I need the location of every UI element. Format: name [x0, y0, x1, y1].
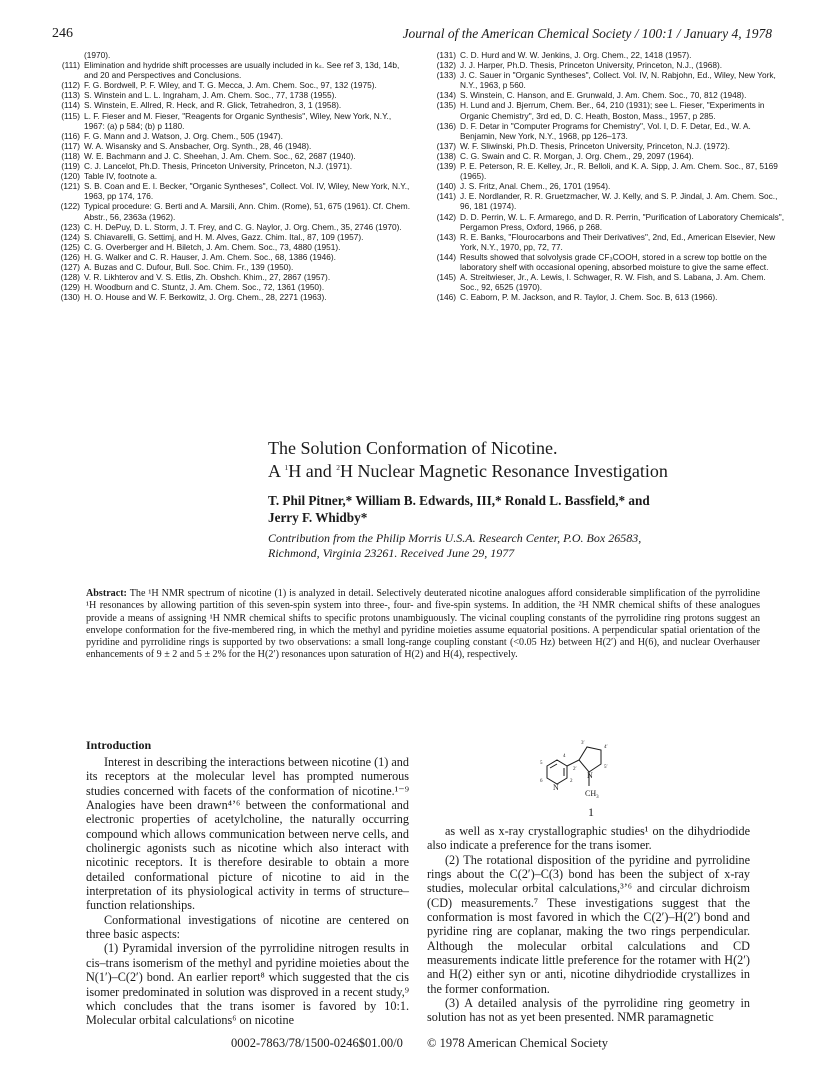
reference-text: (1970). — [84, 50, 111, 60]
pos-6-label: 6 — [540, 779, 543, 784]
reference-item — [430, 161, 785, 181]
methyl-label — [585, 789, 599, 800]
reference-number: (118) — [61, 150, 80, 161]
reference-item — [430, 60, 785, 70]
reference-number: (127) — [60, 261, 80, 272]
reference-text: H. G. Walker and C. R. Hauser, J. Am. Chem. Soc., 68, 1386 (1946). — [84, 251, 336, 262]
title-part-c: H Nuclear Magnetic Resonance Investigation — [340, 461, 668, 481]
reference-number: (122) — [60, 201, 80, 212]
reference-item — [54, 272, 414, 282]
reference-number: (120) — [60, 171, 80, 182]
reference-text: S. Winstein, E. Allred, R. Heck, and R. Glick, Tetrahedron, 3, 1 (1958). — [84, 100, 342, 111]
reference-item — [430, 191, 785, 211]
pos-2-label: 2 — [570, 779, 573, 784]
reference-item — [54, 242, 414, 252]
reference-text: S. Winstein, C. Hanson, and E. Grunwald, J. Am. Chem. Soc., 70, 812 (1948). — [460, 90, 747, 101]
reference-item — [54, 131, 414, 141]
pos-5-label: 5 — [540, 761, 543, 766]
reference-item — [430, 232, 785, 252]
body-paragraph: Interest in describing the interactions between nicotine (1) and its receptors at the molecular level has prompted numerous studies concerned with facets of the conformation of nicotine.¹⁻⁹ Analogies have been drawn⁴ʼ⁶ between the conformational and electronic properties of acetylcholine, the naturally occurring compound which allows communication between nerve cells, and cholinergic agonists such as nicotine which also interact with nicotinic receptors. It is therefore desirable to obtain a more detailed conformational picture of nicotine to aid in the interpretation of its physiological activity in terms of structure–function relationships. — [86, 755, 409, 913]
body-paragraph: (3) A detailed analysis of the pyrrolidine ring geometry in solution has not as yet been presented. NMR paramagnetic — [427, 996, 750, 1025]
reference-text: Elimination and hydride shift processes are usually included in kₛ. See ref 3, 13d, 14b, and 20 and Perspectives and Conclusions. — [84, 60, 400, 81]
reference-text: Results showed that solvolysis grade CF₃COOH, stored in a screw top bottle on the laboratory shelf with occasional opening, absorbed moisture to give the same effect. — [460, 251, 769, 272]
abstract — [86, 588, 760, 662]
reference-item — [54, 171, 414, 181]
pos-5p-label: 5′ — [604, 765, 608, 770]
reference-item — [430, 292, 785, 302]
reference-text: H. Lund and J. Bjerrum, Chem. Ber., 64, 210 (1931); see L. Fieser, "Experiments in Organic Chemistry", 3rd ed, D. C. Heath, Boston, Mass., 1957, p 285. — [460, 100, 765, 121]
reference-item — [54, 100, 414, 110]
reference-number: (138) — [436, 150, 456, 161]
reference-number: (134) — [436, 90, 456, 101]
title-sup-1: 1 — [284, 463, 289, 472]
reference-number: (130) — [60, 292, 80, 303]
reference-item — [430, 121, 785, 141]
reference-item — [54, 292, 414, 302]
reference-item — [54, 50, 414, 60]
reference-text: C. Eaborn, P. M. Jackson, and R. Taylor, J. Chem. Soc. B, 613 (1966). — [460, 292, 718, 303]
pyridine-n-label: N — [553, 783, 559, 792]
pyrrolidine-ring — [579, 747, 601, 772]
references-left-column — [54, 50, 414, 302]
reference-text: J. C. Sauer in "Organic Syntheses", Collect. Vol. IV, N. Rabjohn, Ed., Wiley, New York, N.Y., 1963, p 560. — [460, 70, 776, 91]
reference-item — [54, 222, 414, 232]
reference-number: (126) — [60, 251, 80, 262]
article-title — [268, 437, 668, 483]
reference-number: (117) — [61, 140, 80, 151]
reference-item — [54, 80, 414, 90]
reference-text: S. Chiavarelli, G. Settimj, and H. M. Alves, Gazz. Chim. Ital., 87, 109 (1957). — [84, 231, 364, 242]
reference-text: A. Buzas and C. Dufour, Bull. Soc. Chim. Fr., 139 (1950). — [84, 261, 294, 272]
reference-item — [430, 212, 785, 232]
reference-text: Table IV, footnote a. — [84, 171, 158, 182]
reference-text: H. O. House and W. F. Berkowitz, J. Org. Chem., 28, 2271 (1963). — [84, 292, 327, 303]
reference-number: (129) — [60, 282, 80, 293]
reference-text: W. A. Wisansky and S. Ansbacher, Org. Synth., 28, 46 (1948). — [84, 140, 312, 151]
reference-item — [430, 141, 785, 151]
reference-text: J. E. Nordlander, R. R. Gruetzmacher, W. J. Kelly, and S. P. Jindal, J. Am. Chem. Soc., 96, 181 (1974). — [460, 191, 778, 212]
reference-number: (125) — [60, 241, 80, 252]
title-line-1: The Solution Conformation of Nicotine. — [268, 438, 558, 458]
reference-text: P. E. Peterson, R. E. Kelley, Jr., R. Belloli, and K. A. Sipp, J. Am. Chem. Soc., 87, 5169 (1965). — [460, 161, 778, 182]
reference-item — [54, 161, 414, 171]
reference-item — [54, 181, 414, 201]
reference-text: S. Winstein and L. L. Ingraham, J. Am. Chem. Soc., 77, 1738 (1955). — [84, 90, 337, 101]
reference-item — [54, 262, 414, 272]
affiliation — [268, 531, 738, 561]
reference-text: C. G. Overberger and H. Biletch, J. Am. Chem. Soc., 73, 4880 (1951). — [84, 241, 341, 252]
body-paragraph: as well as x-ray crystallographic studies¹ on the dihydriodide also indicate a preference for the trans isomer. — [427, 824, 750, 853]
reference-text: J. J. Harper, Ph.D. Thesis, Princeton University, Princeton, N.J., (1968). — [460, 60, 723, 71]
title-line-2 — [268, 460, 668, 483]
reference-number: (123) — [60, 221, 80, 232]
reference-text: L. F. Fieser and M. Fieser, "Reagents for Organic Synthesis", Wiley, New York, N.Y., 1967: (a) p 584; (b) p 1180. — [84, 110, 392, 131]
reference-text: Typical procedure: G. Berti and A. Marsili, Ann. Chim. (Rome), 51, 675 (1961). Cf. Chem. Abstr., 56, 2363a (1962). — [84, 201, 411, 222]
methyl-text: CH — [585, 789, 597, 798]
reference-item — [54, 60, 414, 80]
abstract-label: Abstract: — [86, 588, 127, 599]
reference-item — [54, 282, 414, 292]
reference-number: (111) — [61, 60, 80, 71]
reference-number: (146) — [436, 292, 456, 303]
introduction-heading: Introduction — [86, 738, 152, 752]
reference-item — [54, 141, 414, 151]
reference-item — [430, 100, 785, 120]
reference-number: (114) — [61, 100, 80, 111]
title-part-b: H and — [288, 461, 337, 481]
reference-item — [54, 151, 414, 161]
reference-number: (143) — [436, 231, 456, 242]
body-right-column — [427, 824, 750, 1025]
methyl-subscript: 3 — [596, 795, 599, 800]
pos-4-label: 4 — [563, 754, 566, 759]
reference-item — [54, 111, 414, 131]
reference-number: (132) — [436, 60, 456, 71]
reference-item — [430, 151, 785, 161]
reference-item — [430, 90, 785, 100]
reference-text: J. S. Fritz, Anal. Chem., 26, 1701 (1954). — [460, 181, 611, 192]
reference-number: (115) — [61, 110, 80, 121]
pos-4p-label: 4′ — [604, 745, 608, 750]
reference-text: S. B. Coan and E. I. Becker, "Organic Syntheses", Collect. Vol. IV, Wiley, New York, N.Y., 1963, pp 174, 176. — [84, 181, 410, 202]
reference-number: (128) — [60, 272, 80, 283]
reference-number: (136) — [436, 120, 456, 131]
body-left-column — [86, 755, 409, 1028]
reference-text: F. G. Mann and J. Watson, J. Org. Chem., 505 (1947). — [84, 130, 283, 141]
reference-item — [54, 252, 414, 262]
body-paragraph: (2) The rotational disposition of the pyridine and pyrrolidine rings about the C(2′)–C(3) bond has been the subject of x-ray studies, molecular orbital calculations,³ʼ⁶ and circular dichroism (CD) measurements.⁷ These investigations suggest that the conformation is most favored in which the C(2′)–H(2′) bond and pyridine ring are coplanar, making the two rings perpendicular. Although the molecular orbital calculations and CD measurements indicate little preference for the rotamer with H(2′) and H(2) either syn or anti, nicotine dihydriodide crystallizes in the former conformation. — [427, 852, 750, 996]
body-paragraph: Conformational investigations of nicotine are centered on three basic aspects: — [86, 912, 409, 942]
reference-item — [54, 90, 414, 100]
journal-header: Journal of the American Chemical Society / 100:1 / January 4, 1978 — [402, 26, 772, 41]
authors-line-2: Jerry F. Whidby* — [268, 510, 368, 525]
reference-text: R. E. Banks, "Flourocarbons and Their Derivatives", 2nd, Ed., American Elsevier, New York, N.Y., 1970, pp, 72, 77. — [460, 231, 776, 252]
reference-text: D. D. Perrin, W. L. F. Armarego, and D. R. Perrin, "Purification of Laboratory Chemicals", Pergamon Press, Oxford, 1966, p 268. — [460, 211, 785, 232]
nicotine-structure-diagram — [535, 730, 635, 820]
reference-number: (140) — [436, 181, 456, 192]
title-part-a: A — [268, 461, 285, 481]
footer-code: 0002-7863/78/1500-0246$01.00/0 — [231, 1036, 403, 1050]
reference-number — [54, 50, 84, 60]
reference-number: (144) — [436, 251, 456, 262]
reference-item — [430, 70, 785, 90]
reference-number: (112) — [61, 80, 80, 91]
ring-bond — [567, 760, 579, 766]
body-paragraph: (1) Pyramidal inversion of the pyrrolidine nitrogen results in cis–trans isomerism of the methyl and pyridine moieties about the N(1′)–C(2′) bond. An earlier report⁸ which suggested that the cis isomer predominated in solution was disproved in a recent study,⁹ which concludes that the trans isomer is favored by 10:1. Molecular orbital calculations⁶ on nicotine — [86, 941, 409, 1028]
title-sup-2: 2 — [336, 463, 341, 472]
reference-number: (119) — [61, 161, 80, 172]
reference-text: C. G. Swain and C. R. Morgan, J. Org. Chem., 29, 2097 (1964). — [460, 150, 694, 161]
authors-line-1: T. Phil Pitner,* William B. Edwards, III,* Ronald L. Bassfield,* and — [268, 493, 650, 508]
reference-number: (113) — [61, 90, 80, 101]
reference-text: C. H. DePuy, D. L. Storm, J. T. Frey, and C. G. Naylor, J. Org. Chem., 35, 2746 (1970). — [84, 221, 402, 232]
reference-number: (124) — [60, 231, 80, 242]
reference-text: W. F. Sliwinski, Ph.D. Thesis, Princeton University, Princeton, N.J. (1972). — [460, 140, 730, 151]
reference-text: V. R. Likhterov and V. S. Etlis, Zh. Obshch. Khim., 27, 2867 (1957). — [84, 272, 331, 283]
reference-number: (142) — [436, 211, 456, 222]
affiliation-line-2: Richmond, Virginia 23261. Received June 29, 1977 — [268, 546, 515, 560]
footer-copyright: © 1978 American Chemical Society — [427, 1036, 608, 1050]
reference-item — [54, 201, 414, 221]
compound-number: 1 — [588, 805, 594, 819]
reference-number: (131) — [436, 50, 456, 60]
reference-text: W. E. Bachmann and J. C. Sheehan, J. Am. Chem. Soc., 62, 2687 (1940). — [84, 150, 356, 161]
reference-number: (135) — [436, 100, 456, 111]
reference-text: C. J. Lancelot, Ph.D. Thesis, Princeton University, Princeton, N.J. (1971). — [84, 161, 353, 172]
reference-number: (145) — [436, 272, 456, 283]
reference-number: (137) — [436, 140, 456, 151]
reference-number: (139) — [436, 161, 456, 172]
reference-number: (121) — [60, 181, 80, 192]
reference-item — [430, 252, 785, 272]
references-right-column — [430, 50, 785, 302]
reference-item — [54, 232, 414, 242]
abstract-text: The ¹H NMR spectrum of nicotine (1) is analyzed in detail. Selectively deuterated nicotine analogues afford considerable simplification of the pyrrolidine ¹H resonances by allowing partition of this seven-spin system into three-, four- and five-spin systems. In addition, the ²H NMR chemical shifts of these analogues provide a means of assigning ¹H NMR chemical shifts to specific protons unambiguously. The vicinal coupling constants of the pyrrolidine ring protons suggest an envelope conformation for the five-membered ring, in which the methyl and pyridine moieties assume equatorial positions. A perpendicular spatial orientation of the pyridine and pyrrolidine rings is supported by two observations: a small long-range coupling constant (<0.05 Hz) between H(2′) and H(6), and nuclear Overhauser enhancements of 9 ± 2 and 5 ± 2% for the H(2′) resonances upon saturation of H(2) and H(4), respectively. — [86, 588, 761, 661]
reference-number: (116) — [61, 130, 80, 141]
page-number: 246 — [52, 26, 73, 41]
reference-text: C. D. Hurd and W. W. Jenkins, J. Org. Chem., 22, 1418 (1957). — [460, 50, 692, 60]
pos-3p-label: 3′ — [581, 741, 585, 746]
reference-text: F. G. Bordwell, P. F. Wiley, and T. G. Mecca, J. Am. Chem. Soc., 97, 132 (1975). — [84, 80, 377, 91]
reference-text: D. F. Detar in "Computer Programs for Chemistry", Vol. I, D. F. Detar, Ed., W. A. Benjamin, New York, N.Y., 1968, pp 126–173. — [460, 120, 751, 141]
affiliation-line-1: Contribution from the Philip Morris U.S.A. Research Center, P.O. Box 26583, — [268, 531, 642, 545]
reference-number: (141) — [436, 191, 456, 202]
pos-2p-label: 2′ — [573, 767, 577, 772]
reference-item — [430, 50, 785, 60]
reference-item — [430, 272, 785, 292]
reference-text: H. Woodburn and C. Stuntz, J. Am. Chem. Soc., 72, 1361 (1950). — [84, 282, 325, 293]
reference-item — [430, 181, 785, 191]
reference-number: (133) — [436, 70, 456, 81]
reference-text: A. Streitwieser, Jr., A. Lewis, I. Schwager, R. W. Fish, and S. Labana, J. Am. Chem. Soc., 92, 6525 (1970). — [460, 272, 766, 293]
authors — [268, 492, 688, 526]
pyrrolidine-n-label: N — [587, 771, 593, 780]
